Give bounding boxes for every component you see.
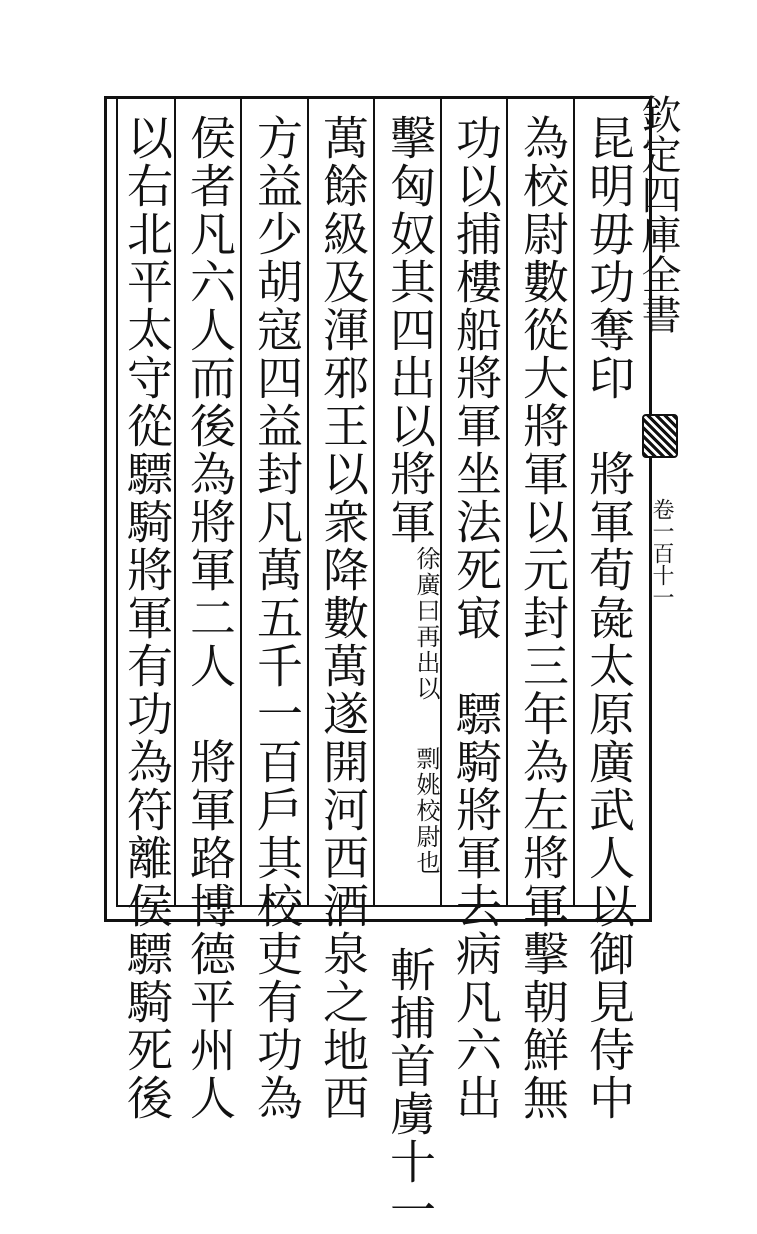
column-rule: [307, 98, 309, 906]
text-column-3: 功以捕樓船將軍坐法死㝡 驃騎將軍去病凡六出: [449, 114, 503, 1122]
column-rule: [240, 98, 242, 906]
fold-margin: [636, 88, 680, 908]
column-rule: [506, 98, 508, 906]
text-column-2: 為校尉數從大將軍以元封三年為左將軍擊朝鮮無: [516, 114, 570, 1122]
commentary-line-left: 剽姚校尉也: [412, 746, 440, 876]
text-column-6: 方益少胡寇四益封凡萬五千一百戶其校吏有功為: [250, 114, 304, 1122]
column-4-main-text: 擊匈奴其四出以將軍: [383, 114, 437, 546]
column-rule: [440, 98, 442, 906]
text-column-7: 侯者凡六人而後為將軍二人 將軍路博德平州人: [183, 114, 237, 1122]
text-column-1: 昆明毋功奪印 將軍荀彘太原廣武人以御見侍中: [582, 114, 636, 1122]
commentary-line-right: 徐廣曰再出以: [412, 546, 440, 702]
volume-number: 卷一百十一: [649, 498, 674, 608]
collection-title: 欽定四庫全書: [635, 94, 681, 334]
column-rule: [373, 98, 375, 906]
text-column-4: [381, 114, 440, 1234]
column-rule: [573, 98, 575, 906]
text-column-8: 以右北平太守從驃騎將軍有功為符離侯驃騎死後: [120, 114, 174, 1122]
column-4-tail-text: 斬捕首虜十一: [383, 946, 437, 1234]
fishtail-mark-icon: [642, 414, 678, 458]
text-column-5: 萬餘級及渾邪王以衆降數萬遂開河西酒泉之地西: [316, 114, 370, 1122]
